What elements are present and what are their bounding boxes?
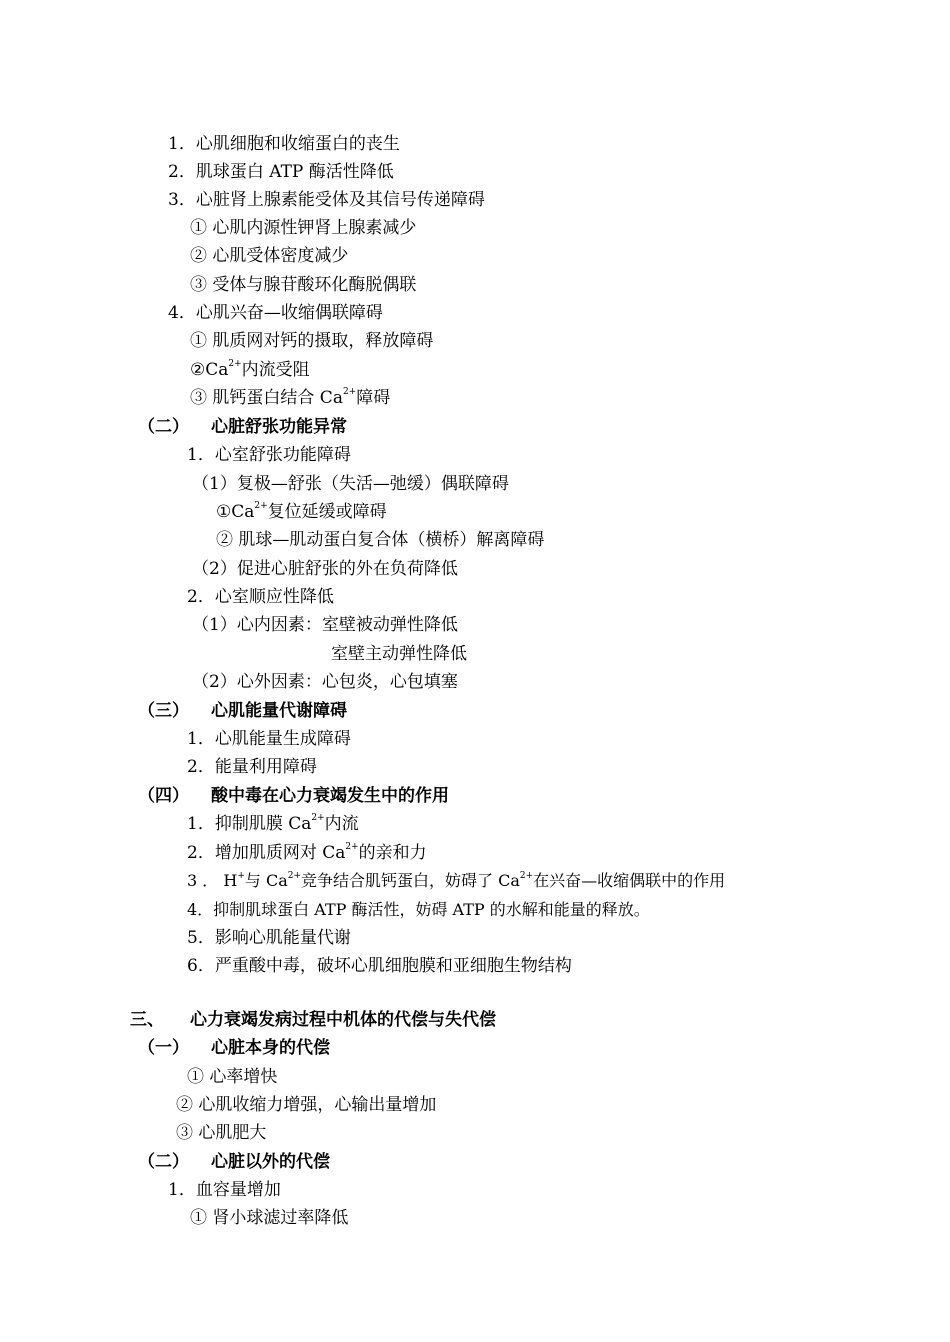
text-run: 障碍 (356, 388, 391, 408)
list-item: ① 肾小球滤过率降低 (190, 1208, 349, 1228)
section-title: 心肌能量代谢障碍 (211, 701, 347, 721)
text-run: 竞争结合肌钙蛋白，妨碍了 Ca (301, 871, 520, 890)
section-title: 心脏以外的代偿 (211, 1152, 330, 1172)
list-item: ① 心率增快 (187, 1067, 278, 1087)
section-number: （三） (138, 701, 189, 721)
list-item: ① 心肌内源性钾肾上腺素减少 (190, 218, 417, 238)
list-item: 4．抑制肌球蛋白 ATP 酶活性，妨碍 ATP 的水解和能量的释放。 (187, 900, 650, 919)
section-heading (138, 416, 347, 438)
section-number: 三、 (130, 1010, 164, 1030)
section-number: （二） (138, 1152, 189, 1172)
section-title: 心力衰竭发病过程中机体的代偿与失代偿 (190, 1010, 496, 1030)
list-item: 1．心肌细胞和收缩蛋白的丧生 (168, 134, 400, 154)
superscript: 2+ (342, 387, 357, 398)
section-title: 心脏舒张功能异常 (211, 417, 347, 437)
list-item (187, 870, 725, 892)
text-run: 的亲和力 (358, 843, 427, 863)
section-number: （一） (138, 1038, 189, 1058)
text-run: ③ 肌钙蛋白结合 Ca (190, 388, 343, 408)
list-item: 1．心肌能量生成障碍 (187, 729, 351, 749)
text-run: ②Ca (190, 360, 229, 380)
section-title: 酸中毒在心力衰竭发生中的作用 (211, 786, 449, 806)
list-item: ② 心肌收缩力增强，心输出量增加 (176, 1095, 437, 1115)
list-item: ② 心肌受体密度减少 (190, 246, 349, 266)
list-item (187, 842, 427, 864)
list-item: （1）复极—舒张（失活—弛缓）偶联障碍 (192, 474, 509, 494)
list-item: ② 肌球—肌动蛋白复合体（横桥）解离障碍 (216, 530, 545, 550)
list-item: 室壁主动弹性降低 (331, 644, 467, 664)
list-item: ③ 心肌肥大 (176, 1123, 267, 1143)
text-run: 1．抑制肌膜 Ca (187, 814, 312, 834)
superscript: 2+ (345, 842, 359, 853)
section-heading (138, 785, 449, 807)
list-item: 2．能量利用障碍 (187, 757, 317, 777)
text-run: 与 Ca (244, 871, 288, 890)
list-item (190, 359, 310, 381)
list-item (187, 813, 359, 835)
superscript: 2+ (519, 870, 534, 881)
text-run: 2．增加肌质网对 Ca (187, 843, 346, 863)
list-item: 5．影响心肌能量代谢 (187, 928, 351, 948)
superscript: 2+ (228, 359, 242, 370)
chapter-heading (130, 1009, 496, 1031)
list-item: 4．心肌兴奋—收缩偶联障碍 (168, 303, 383, 323)
section-title: 心脏本身的代偿 (211, 1038, 330, 1058)
list-item: 2．心室顺应性降低 (187, 587, 334, 607)
text-run: 内流受阻 (241, 360, 310, 380)
list-item: （2）心外因素：心包炎，心包填塞 (192, 672, 458, 692)
list-item: 2．肌球蛋白 ATP 酶活性降低 (168, 162, 394, 182)
superscript: 2+ (254, 501, 268, 512)
superscript: + (237, 870, 245, 881)
list-item (216, 501, 387, 523)
text-run: 内流 (324, 814, 359, 834)
section-number: （四） (138, 786, 189, 806)
list-item: 3．心脏肾上腺素能受体及其信号传递障碍 (168, 190, 485, 210)
list-item: 6．严重酸中毒，破坏心肌细胞膜和亚细胞生物结构 (187, 956, 572, 976)
section-heading (138, 1037, 330, 1059)
section-number: （二） (138, 417, 189, 437)
list-item: （1）心内因素：室壁被动弹性降低 (192, 615, 458, 635)
section-heading (138, 700, 347, 722)
list-item: ① 肌质网对钙的摄取，释放障碍 (190, 331, 434, 351)
text-run: 3 ． H (187, 871, 238, 890)
superscript: 2+ (287, 870, 302, 881)
section-heading (138, 1151, 330, 1173)
text-run: 在兴奋—收缩偶联中的作用 (533, 871, 726, 890)
list-item (190, 387, 390, 409)
superscript: 2+ (311, 813, 325, 824)
list-item: （2）促进心脏舒张的外在负荷降低 (192, 559, 458, 579)
text-run: 复位延缓或障碍 (267, 502, 387, 522)
list-item: 1．心室舒张功能障碍 (187, 445, 351, 465)
list-item: ③ 受体与腺苷酸环化酶脱偶联 (190, 275, 417, 295)
list-item: 1．血容量增加 (168, 1180, 281, 1200)
text-run: ①Ca (216, 502, 255, 522)
